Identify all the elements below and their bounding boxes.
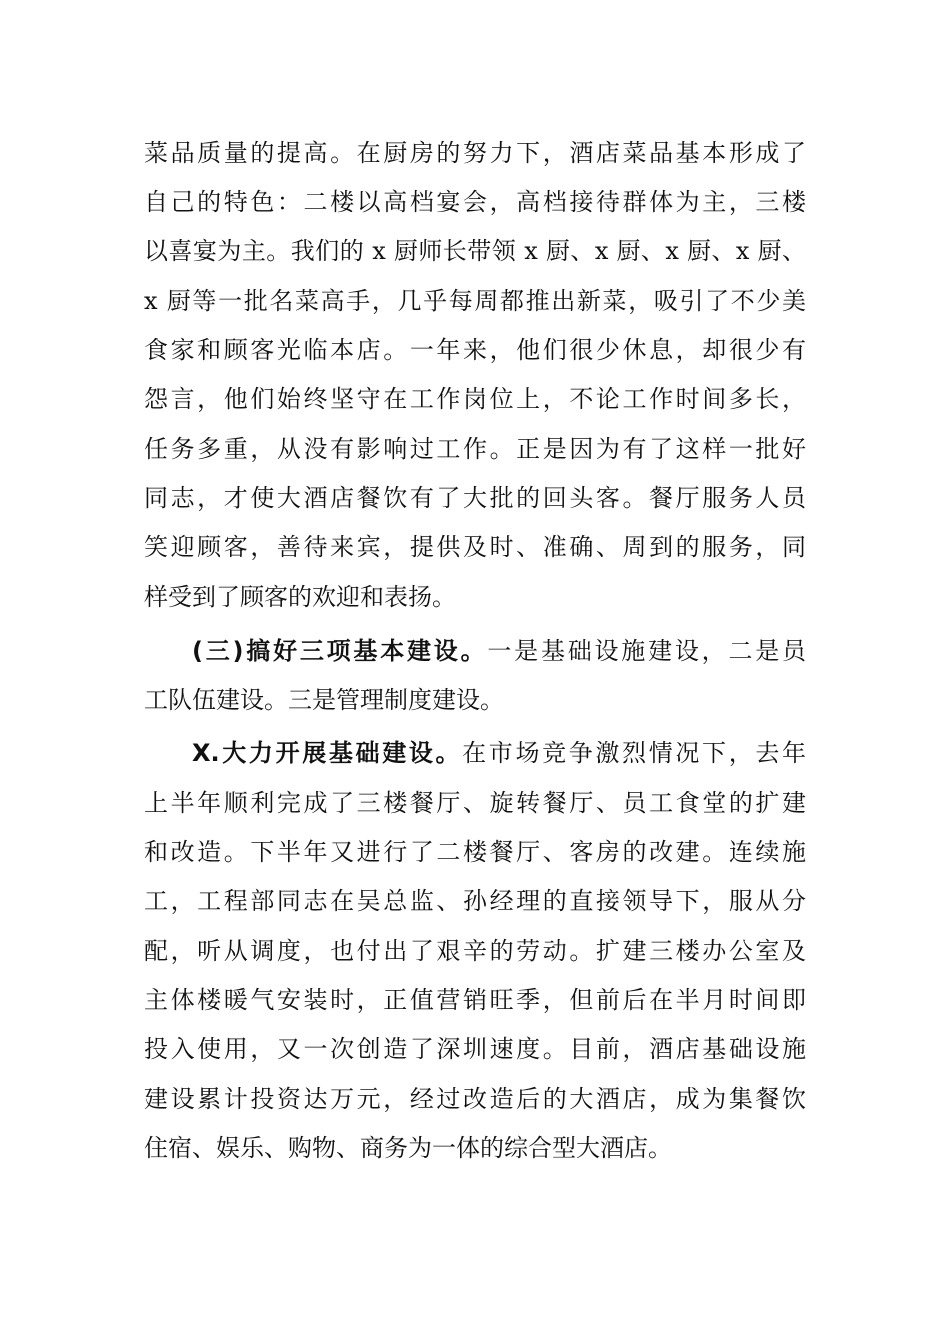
subsection-x-heading: X.大力开展基础建设。 xyxy=(192,739,463,767)
paragraph-line: 以喜宴为主。我们的 x 厨师长带领 x 厨、x 厨、x 厨、x 厨、 xyxy=(144,237,806,265)
section-three-text: 一是基础设施建设，二是员 xyxy=(487,637,807,665)
paragraph-line: 主体楼暖气安装时，正值营销旺季，但前后在半月时间即 xyxy=(144,986,806,1014)
paragraph-line: 配，听从调度，也付出了艰辛的劳动。扩建三楼办公室及 xyxy=(144,937,806,965)
paragraph-line: 住宿、娱乐、购物、商务为一体的综合型大酒店。 xyxy=(144,1134,672,1162)
paragraph-line: x 厨等一批名菜高手，几乎每周都推出新菜，吸引了不少美 xyxy=(144,287,806,315)
subsection-x-text: 在市场竞争激烈情况下，去年 xyxy=(462,739,806,767)
paragraph-line: 投入使用，又一次创造了深圳速度。目前，酒店基础设施 xyxy=(144,1035,806,1063)
subsection-x-first-line xyxy=(192,728,806,778)
paragraph-line: 菜品质量的提高。在厨房的努力下，酒店菜品基本形成了 xyxy=(144,139,806,167)
paragraph-line: 上半年顺利完成了三楼餐厅、旋转餐厅、员工食堂的扩建 xyxy=(144,789,806,817)
paragraph-line: 建设累计投资达万元，经过改造后的大酒店，成为集餐饮 xyxy=(144,1085,806,1113)
paragraph-line: 同志，才使大酒店餐饮有了大批的回头客。餐厅服务人员 xyxy=(144,484,806,512)
paragraph-line: 自己的特色：二楼以高档宴会，高档接待群体为主，三楼 xyxy=(144,188,806,216)
paragraph-line: 怨言，他们始终坚守在工作岗位上，不论工作时间多长， xyxy=(144,385,806,413)
paragraph-line: 任务多重，从没有影响过工作。正是因为有了这样一批好 xyxy=(144,435,806,463)
paragraph-line: 食家和顾客光临本店。一年来，他们很少休息，却很少有 xyxy=(144,336,806,364)
paragraph-line: 工队伍建设。三是管理制度建设。 xyxy=(144,686,504,714)
section-three-heading: (三)搞好三项基本建设。 xyxy=(192,637,488,665)
paragraph-line: 笑迎顾客，善待来宾，提供及时、准确、周到的服务，同 xyxy=(144,533,806,561)
paragraph-line: 样受到了顾客的欢迎和表扬。 xyxy=(144,583,456,611)
paragraph-line: 和改造。下半年又进行了二楼餐厅、客房的改建。连续施 xyxy=(144,838,806,866)
paragraph-line: 工，工程部同志在吴总监、孙经理的直接领导下，服从分 xyxy=(144,887,806,915)
section-three-first-line xyxy=(192,626,806,676)
